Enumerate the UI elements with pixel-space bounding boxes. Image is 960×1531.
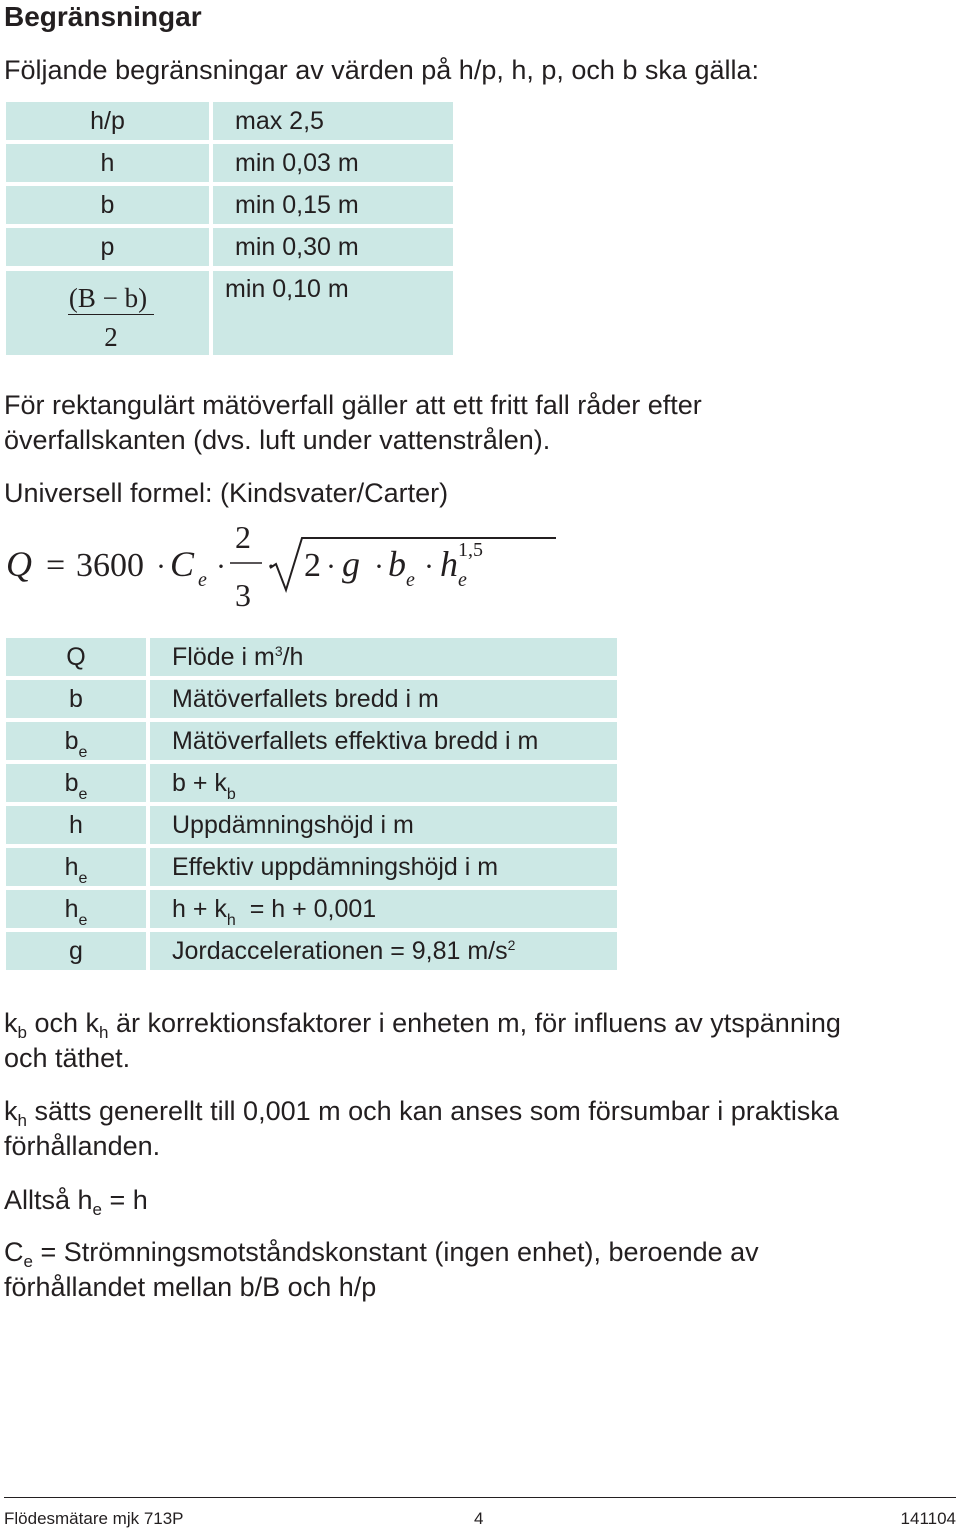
limits-value-cell: min 0,30 m	[213, 228, 453, 266]
variable-description-cell	[150, 806, 617, 844]
fraction-numerator: (B − b)	[68, 283, 148, 313]
formula-constant: 3600	[76, 547, 144, 584]
limits-value-cell: max 2,5	[213, 102, 453, 140]
variable-symbol-cell	[6, 806, 146, 844]
variable-description-tail: = h + 0,001	[235, 895, 377, 923]
variable-description-sup: 3	[274, 643, 283, 659]
formula-equals: =	[46, 547, 66, 584]
variable-symbol: Q	[66, 643, 86, 671]
footer-right: 141104	[900, 1509, 956, 1528]
variable-description: b + k	[172, 769, 227, 797]
formula-h: h	[440, 544, 458, 584]
limits-fraction-value: min 0,10 m	[213, 271, 453, 355]
variable-symbol-cell	[6, 764, 146, 802]
formula-b: b	[388, 544, 406, 584]
fraction-bar	[68, 314, 154, 315]
variable-symbol-cell	[6, 722, 146, 760]
note-ce-line2: förhållandet mellan b/B och h/p	[4, 1272, 377, 1302]
variable-symbol-cell	[6, 638, 146, 676]
formula-dot-5: ·	[374, 550, 384, 583]
formula-dot-4: ·	[326, 550, 336, 583]
formula-b-sub: e	[406, 569, 415, 591]
variable-description: h + k	[172, 895, 227, 923]
formula-heading: Universell formel: (Kindsvater/Carter)	[4, 478, 449, 508]
formula-frac-den: 3	[235, 577, 251, 613]
variable-symbol-sub: e	[78, 912, 88, 929]
formula-dot-3: ·	[266, 550, 276, 583]
variable-description: Jordaccelerationen = 9,81 m/s	[172, 937, 508, 965]
variable-description-cell	[150, 722, 617, 760]
formula-g: g	[342, 544, 360, 584]
variable-description-cell	[150, 932, 617, 970]
note-kb-kh-line2: och täthet.	[4, 1043, 131, 1073]
variable-description-cell	[150, 848, 617, 886]
variable-symbol: g	[69, 937, 83, 965]
variable-description-cell	[150, 638, 617, 676]
footer-page-number: 4	[474, 1509, 484, 1528]
variable-description: Flöde i m	[172, 643, 275, 671]
limits-param-cell: b	[6, 186, 209, 224]
variable-symbol-cell	[6, 680, 146, 718]
free-fall-line2: överfallskanten (dvs. luft under vattenstrålen).	[4, 425, 551, 455]
note-allts: Alltså $h_e = h$	[4, 1185, 148, 1219]
variable-symbol: h	[69, 811, 83, 839]
variable-symbol-cell	[6, 890, 146, 928]
limits-value-cell: min 0,15 m	[213, 186, 453, 224]
variable-description-sub: h	[226, 912, 236, 929]
formula-root-content: 2	[304, 547, 321, 584]
variable-description-cell	[150, 890, 617, 928]
formula-frac-num: 2	[235, 519, 251, 555]
free-fall-line1: För rektangulärt mätöverfall gäller att ett fritt fall råder efter	[4, 390, 702, 420]
note-kh-line2: förhållanden.	[4, 1131, 161, 1161]
formula-h-sub: e	[458, 569, 467, 591]
variable-description-cell	[150, 764, 617, 802]
variable-description-cell	[150, 680, 617, 718]
variable-description: Uppdämningshöjd i m	[172, 811, 414, 839]
variable-description-sup: 2	[507, 937, 516, 953]
variable-symbol-sub: e	[78, 870, 88, 887]
formula-dot-6: ·	[424, 550, 434, 583]
variable-symbol-cell	[6, 932, 146, 970]
limits-value-cell: min 0,03 m	[213, 144, 453, 182]
note-kb-kh: $k_b$ och $k_h$ är korrektionsfaktorer i enheten m, för influens av ytspänning	[4, 1008, 841, 1042]
intro-text: Följande begränsningar av värden på h/p, h, p, och b ska gälla:	[4, 55, 759, 85]
footer-rule	[4, 1497, 956, 1498]
formula-coef: C	[170, 544, 195, 584]
limits-param-cell: h	[6, 144, 209, 182]
fraction-denominator: 2	[104, 322, 118, 352]
formula-exponent: 1,5	[458, 539, 483, 561]
variable-symbol: b	[64, 727, 79, 755]
footer-left: Flödesmätare mjk 713P	[4, 1509, 184, 1528]
limits-param-cell: p	[6, 228, 209, 266]
variable-symbol-sub: e	[78, 744, 88, 761]
variable-description: Mätöverfallets bredd i m	[172, 685, 439, 713]
variable-description: Effektiv uppdämningshöjd i m	[172, 853, 499, 881]
variable-symbol: b	[64, 769, 79, 797]
formula-dot-2: ·	[216, 550, 226, 583]
limits-param-cell: h/p	[6, 102, 209, 140]
variable-symbol: h	[64, 895, 79, 923]
variable-description-tail: /h	[282, 643, 304, 671]
variable-symbol-cell	[6, 848, 146, 886]
variable-description: Mätöverfallets effektiva bredd i m	[172, 727, 539, 755]
note-kh: $k_h$ sätts generellt till 0,001 m och kan anses som försumbar i praktiska	[4, 1096, 839, 1130]
note-ce: $C_e$ = Strömningsmotståndskonstant (ingen enhet), beroende av	[4, 1237, 759, 1271]
variable-symbol: b	[69, 685, 83, 713]
formula-coef-sub: e	[198, 569, 207, 591]
variable-description-sub: b	[226, 786, 236, 803]
variable-symbol-sub: e	[78, 786, 88, 803]
formula-lhs: Q	[6, 544, 32, 584]
page-heading: Begränsningar	[4, 1, 202, 32]
formula-dot-1: ·	[156, 550, 166, 583]
limits-fraction-cell	[6, 271, 209, 355]
variable-symbol: h	[64, 853, 79, 881]
formula	[4, 510, 564, 620]
